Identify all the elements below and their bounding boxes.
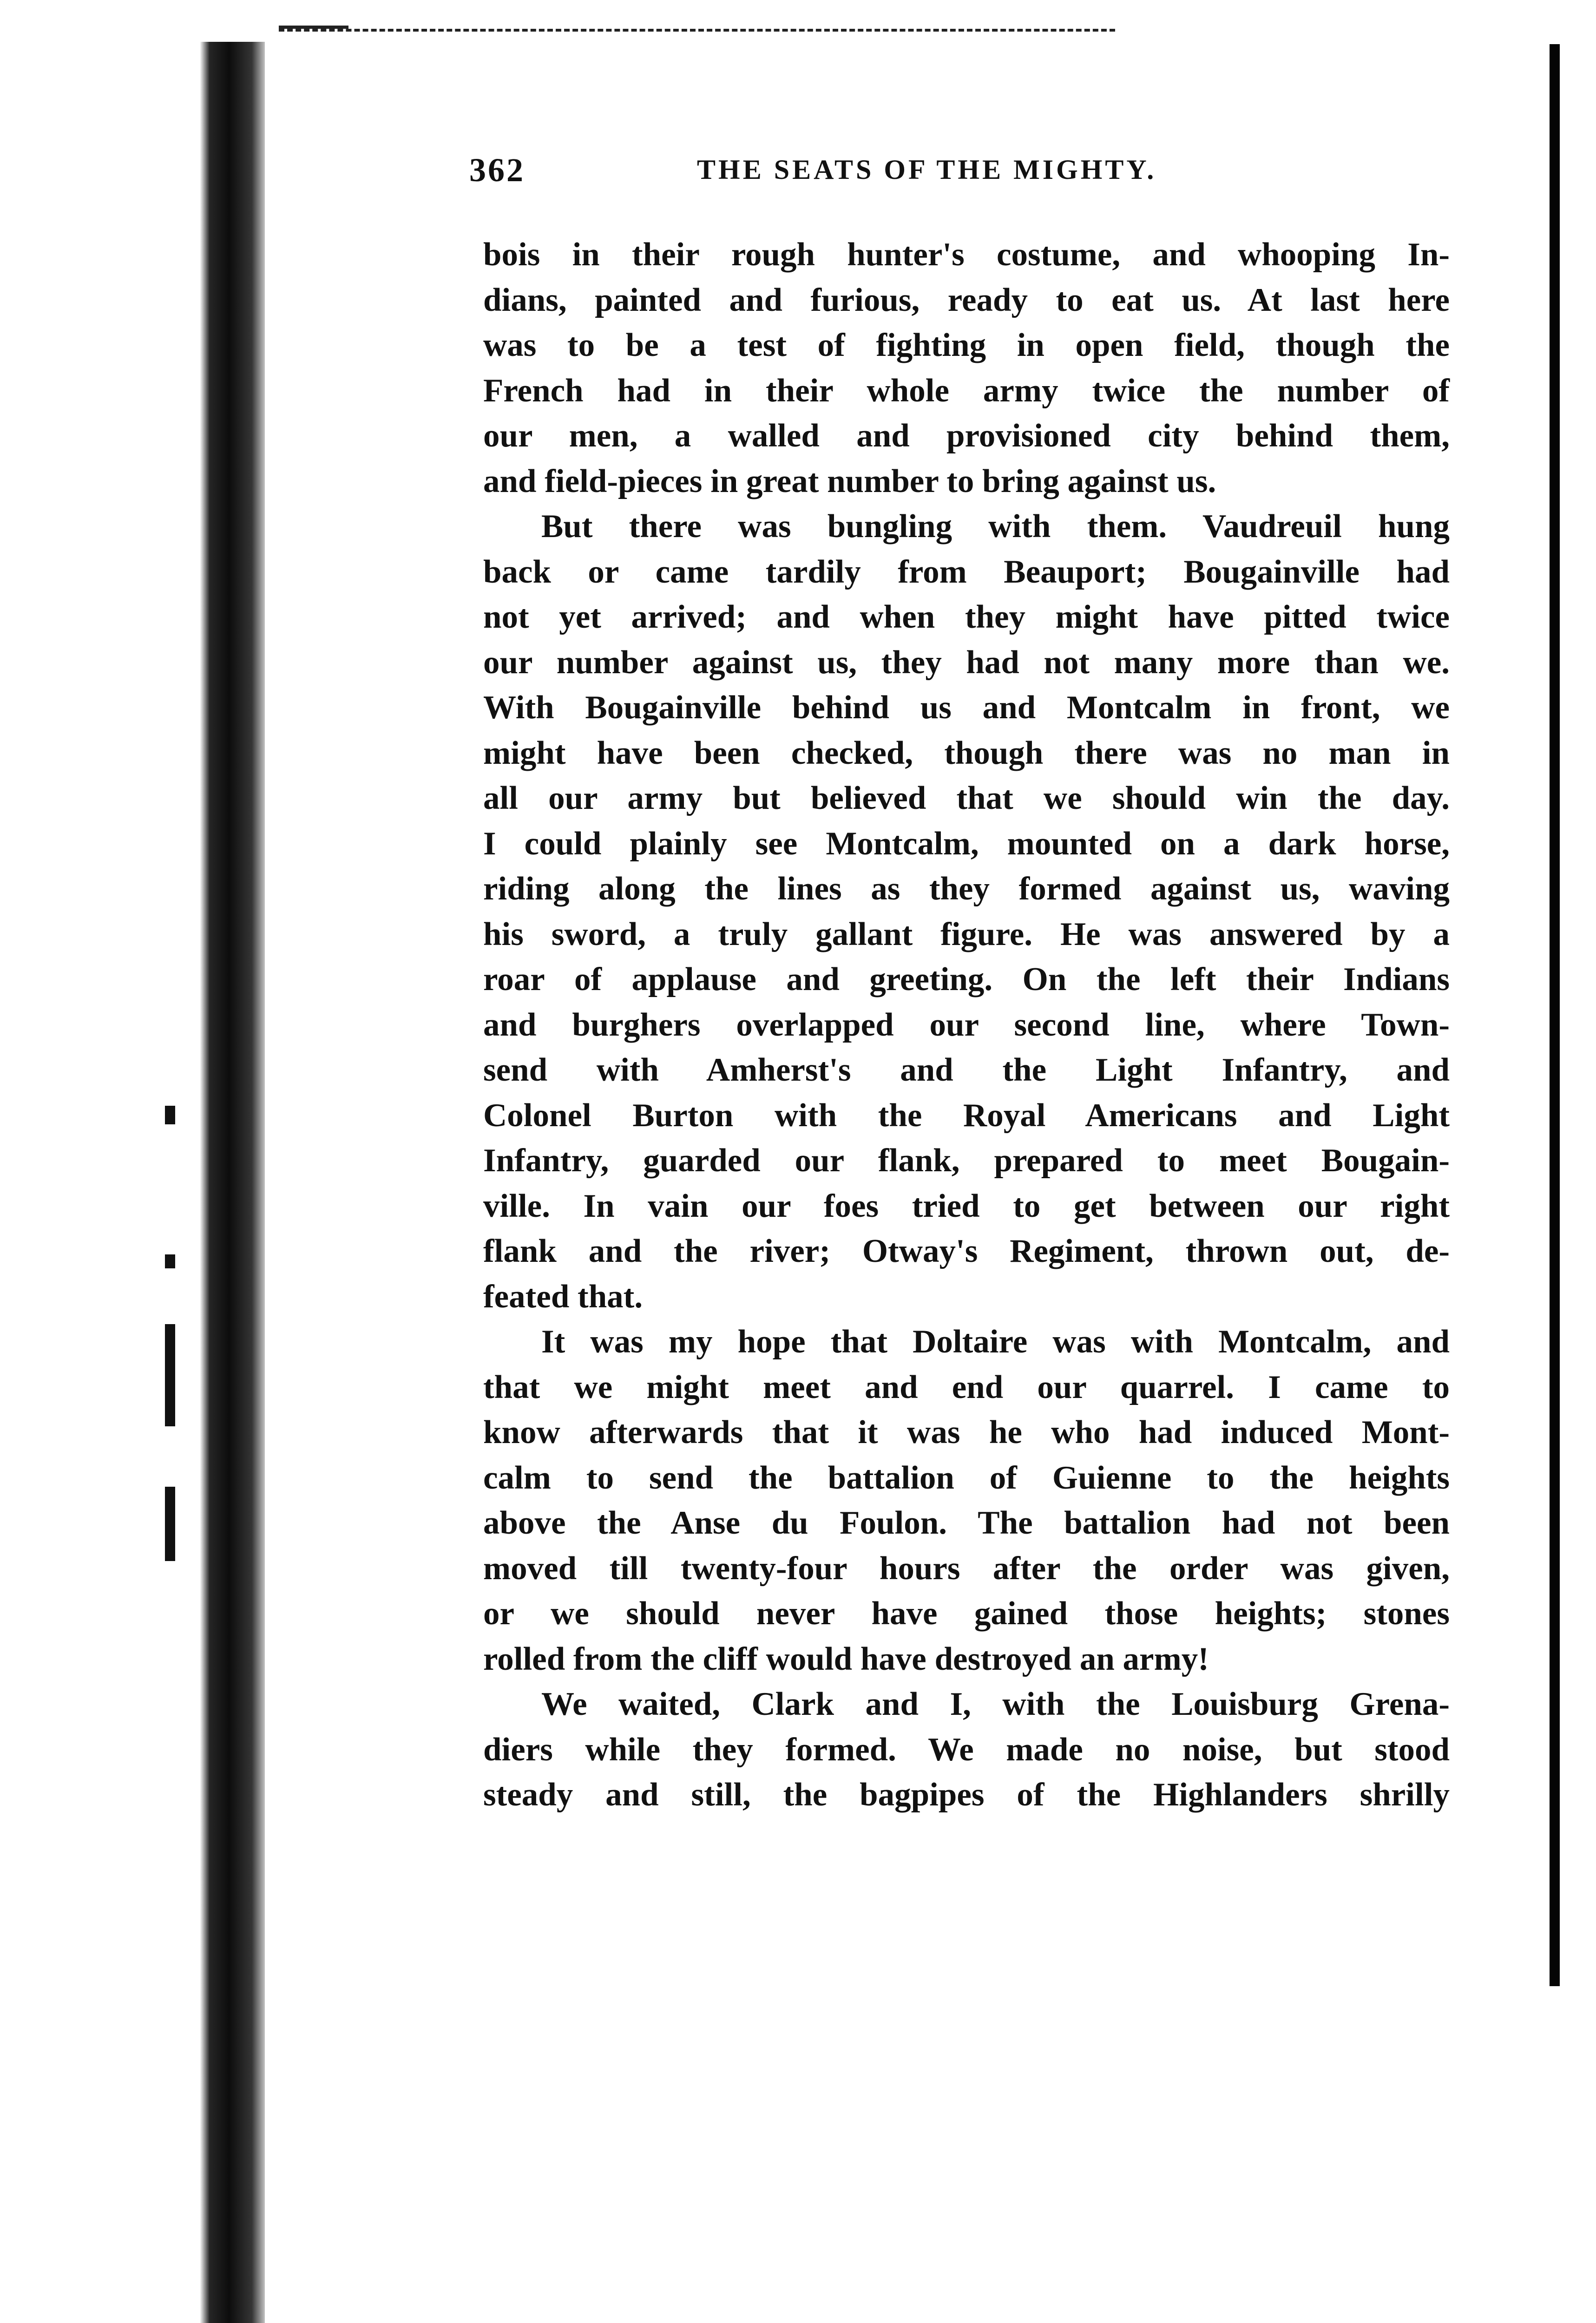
text-line: above the Anse du Foulon. The battalion had not been: [483, 1505, 1450, 1541]
scan-speck: [165, 1487, 175, 1561]
scan-right-edge-shadow: [1550, 44, 1560, 1986]
text-line: all our army but believed that we should win the day.: [483, 780, 1450, 816]
text-line: I could plainly see Montcalm, mounted on a dark horse,: [483, 825, 1450, 862]
text-line: Colonel Burton with the Royal Americans and Light: [483, 1097, 1450, 1134]
text-line: bois in their rough hunter's costume, and whooping In-: [483, 236, 1450, 273]
text-line: diers while they formed. We made no noise, but stood: [483, 1731, 1450, 1768]
text-line: not yet arrived; and when they might have pitted twice: [483, 599, 1450, 635]
text-line: or we should never have gained those heights; stones: [483, 1595, 1450, 1632]
scan-speck: [165, 1106, 175, 1124]
text-line: and burghers overlapped our second line, where Town-: [483, 1006, 1450, 1043]
text-line: and field-pieces in great number to bring against us.: [483, 463, 1216, 499]
scan-speck: [165, 1254, 175, 1268]
scan-top-dashed-rule: [279, 29, 1115, 32]
scan-top-rule: [279, 26, 348, 29]
running-title: THE SEATS OF THE MIGHTY.: [697, 154, 1157, 185]
text-line: roar of applause and greeting. On the left their Indians: [483, 961, 1450, 997]
text-line: French had in their whole army twice the number of: [483, 372, 1450, 409]
text-line: ville. In vain our foes tried to get between our right: [483, 1188, 1450, 1224]
text-line: our number against us, they had not many more than we.: [483, 644, 1450, 681]
text-line: With Bougainville behind us and Montcalm in front, we: [483, 689, 1450, 726]
text-line: We waited, Clark and I, with the Louisburg Grena-: [541, 1686, 1450, 1722]
text-line: calm to send the battalion of Guienne to the heights: [483, 1459, 1450, 1496]
text-line: rolled from the cliff would have destroyed an army!: [483, 1641, 1209, 1677]
text-line: steady and still, the bagpipes of the Highlanders shrilly: [483, 1777, 1450, 1813]
text-line: send with Amherst's and the Light Infantry, and: [483, 1052, 1450, 1088]
text-line: his sword, a truly gallant figure. He was answered by a: [483, 916, 1450, 952]
text-line: that we might meet and end our quarrel. I came to: [483, 1369, 1450, 1405]
text-line: might have been checked, though there was no man in: [483, 735, 1450, 771]
text-line: dians, painted and furious, ready to eat us. At last here: [483, 282, 1450, 318]
text-line: It was my hope that Doltaire was with Montcalm, and: [541, 1324, 1450, 1360]
text-line: riding along the lines as they formed against us, waving: [483, 871, 1450, 907]
scan-speck: [165, 1324, 175, 1426]
text-line: But there was bungling with them. Vaudreuil hung: [541, 508, 1450, 545]
text-line: was to be a test of fighting in open field, though the: [483, 327, 1450, 363]
page-number: 362: [469, 151, 525, 189]
scan-binding-shadow: [200, 42, 265, 2323]
text-line: flank and the river; Otway's Regiment, thrown out, de-: [483, 1233, 1450, 1269]
text-line: moved till twenty-four hours after the order was given,: [483, 1550, 1450, 1587]
text-line: feated that.: [483, 1278, 643, 1315]
body-text: [483, 232, 1450, 1818]
text-line: Infantry, guarded our flank, prepared to meet Bougain-: [483, 1142, 1450, 1179]
text-line: know afterwards that it was he who had induced Mont-: [483, 1414, 1450, 1450]
text-line: our men, a walled and provisioned city behind them,: [483, 418, 1450, 454]
page-header: [469, 151, 1268, 197]
text-line: back or came tardily from Beauport; Bougainville had: [483, 553, 1450, 590]
